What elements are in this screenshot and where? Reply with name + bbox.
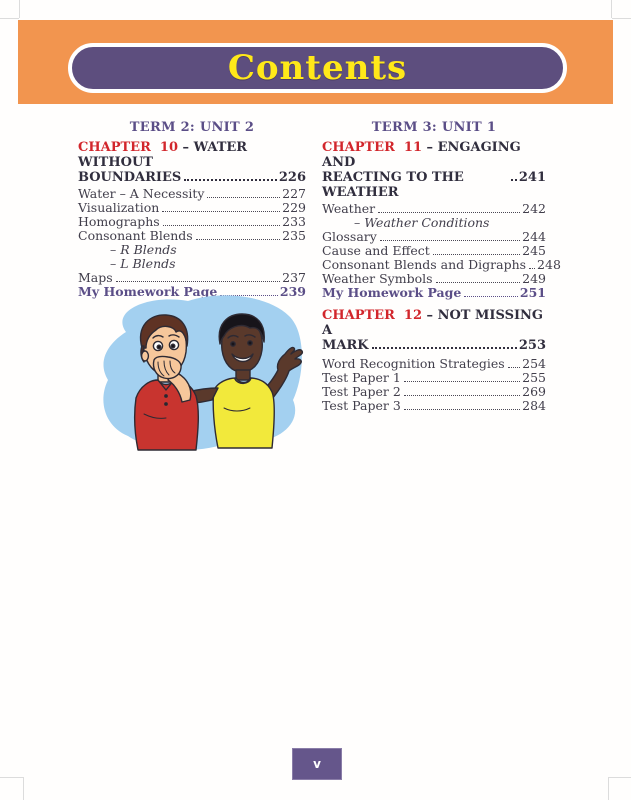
toc-entry-homework: My Homework Page 251: [322, 285, 546, 300]
chapter-title-continued: MARK: [322, 338, 369, 353]
chapter-number: CHAPTER 10: [78, 140, 179, 155]
dot-leader: [163, 225, 280, 226]
term-heading: TERM 2: UNIT 2: [129, 120, 255, 135]
toc-entry: Weather Symbols 249: [322, 271, 546, 286]
term-heading: TERM 3: UNIT 1: [371, 120, 497, 135]
toc-entry: Visualization 229: [78, 200, 306, 215]
entry-page-number: 249: [522, 271, 546, 286]
chapter-title: – NOT MISSING A: [322, 308, 548, 338]
toc-entry: Test Paper 3 284: [322, 398, 546, 413]
scan-corner-mark: [608, 777, 609, 800]
dot-leader: [436, 282, 521, 283]
dot-leader: [116, 281, 280, 282]
chapter-title: – ENGAGING AND: [322, 140, 526, 170]
toc-sub-entry: – L Blends: [110, 256, 176, 271]
dot-leader: [196, 239, 280, 240]
entry-page-number: 284: [522, 398, 546, 413]
dot-leader: [404, 409, 520, 410]
toc-entry: Weather 242: [322, 201, 546, 216]
entry-page-number: 239: [279, 284, 306, 299]
chapter-title-continued: REACTING TO THE WEATHER: [322, 170, 464, 200]
entry-page-number: 235: [282, 228, 306, 243]
scan-corner-mark: [19, 0, 20, 18]
scan-corner-mark: [612, 18, 631, 19]
toc-entry: Glossary 244: [322, 229, 546, 244]
chapter-10-heading: [78, 140, 306, 185]
chapter-page-number: 253: [518, 338, 546, 353]
entry-page-number: 255: [522, 370, 546, 385]
dot-leader: [162, 211, 280, 212]
title-pill: [68, 43, 567, 93]
dot-leader: [380, 240, 520, 241]
dot-leader: [378, 212, 520, 213]
page-title: Contents: [227, 48, 408, 88]
entry-page-number: 254: [522, 356, 546, 371]
scan-corner-mark: [0, 777, 23, 778]
toc-entry: Homographs 233: [78, 214, 306, 229]
toc-entry: Word Recognition Strategies 254: [322, 356, 546, 371]
chapter-page-number: 241: [518, 170, 546, 185]
chapter-number: CHAPTER 12: [322, 308, 423, 323]
header-band: [18, 20, 613, 104]
dot-leader: [433, 254, 520, 255]
dot-leader: [508, 367, 520, 368]
toc-entry: Test Paper 2 269: [322, 384, 546, 399]
scan-corner-mark: [608, 777, 631, 778]
toc-entry: Consonant Blends 235: [78, 228, 306, 243]
toc-entry: Test Paper 1 255: [322, 370, 546, 385]
chapter-11-heading: [322, 140, 546, 200]
entry-page-number: 233: [282, 214, 306, 229]
dot-leader: [372, 347, 517, 349]
entry-page-number: 229: [282, 200, 306, 215]
dot-leader: [184, 179, 277, 181]
toc-entry: Cause and Effect 245: [322, 243, 546, 258]
dot-leader: [404, 381, 520, 382]
chapter-title-continued: BOUNDARIES: [78, 170, 182, 185]
toc-sub-entry: – R Blends: [110, 242, 177, 257]
entry-page-number: 244: [522, 229, 546, 244]
entry-page-number: 251: [519, 285, 546, 300]
folio-box: [292, 748, 342, 780]
chapter-page-number: 226: [278, 170, 306, 185]
entry-page-number: 242: [522, 201, 546, 216]
scan-corner-mark: [611, 0, 612, 18]
entry-page-number: 248: [537, 257, 561, 272]
scan-corner-mark: [23, 777, 24, 800]
toc-entry: Consonant Blends and Digraphs 248: [322, 257, 561, 272]
two-boys-talking-illustration: [92, 288, 308, 460]
toc-sub-entry: – Weather Conditions: [354, 215, 490, 230]
dot-leader: [207, 197, 280, 198]
dot-leader: [404, 395, 520, 396]
toc-entry-homework: My Homework Page 239: [78, 284, 306, 299]
entry-page-number: 227: [282, 186, 306, 201]
chapter-title: – WATER WITHOUT: [78, 140, 252, 170]
dot-leader: [529, 268, 535, 269]
dot-leader: [464, 296, 518, 297]
entry-page-number: 269: [522, 384, 546, 399]
toc-column-left: [78, 121, 306, 299]
dot-leader: [511, 179, 517, 181]
toc-column-right: [322, 120, 561, 413]
toc-entry: Water – A Necessity 227: [78, 186, 306, 201]
scan-corner-mark: [0, 18, 19, 19]
chapter-12-heading: [322, 308, 546, 353]
toc-entry: Maps 237: [78, 270, 306, 285]
page-number: v: [313, 757, 321, 771]
chapter-number: CHAPTER 11: [322, 140, 423, 155]
entry-page-number: 237: [282, 270, 306, 285]
entry-page-number: 245: [522, 243, 546, 258]
